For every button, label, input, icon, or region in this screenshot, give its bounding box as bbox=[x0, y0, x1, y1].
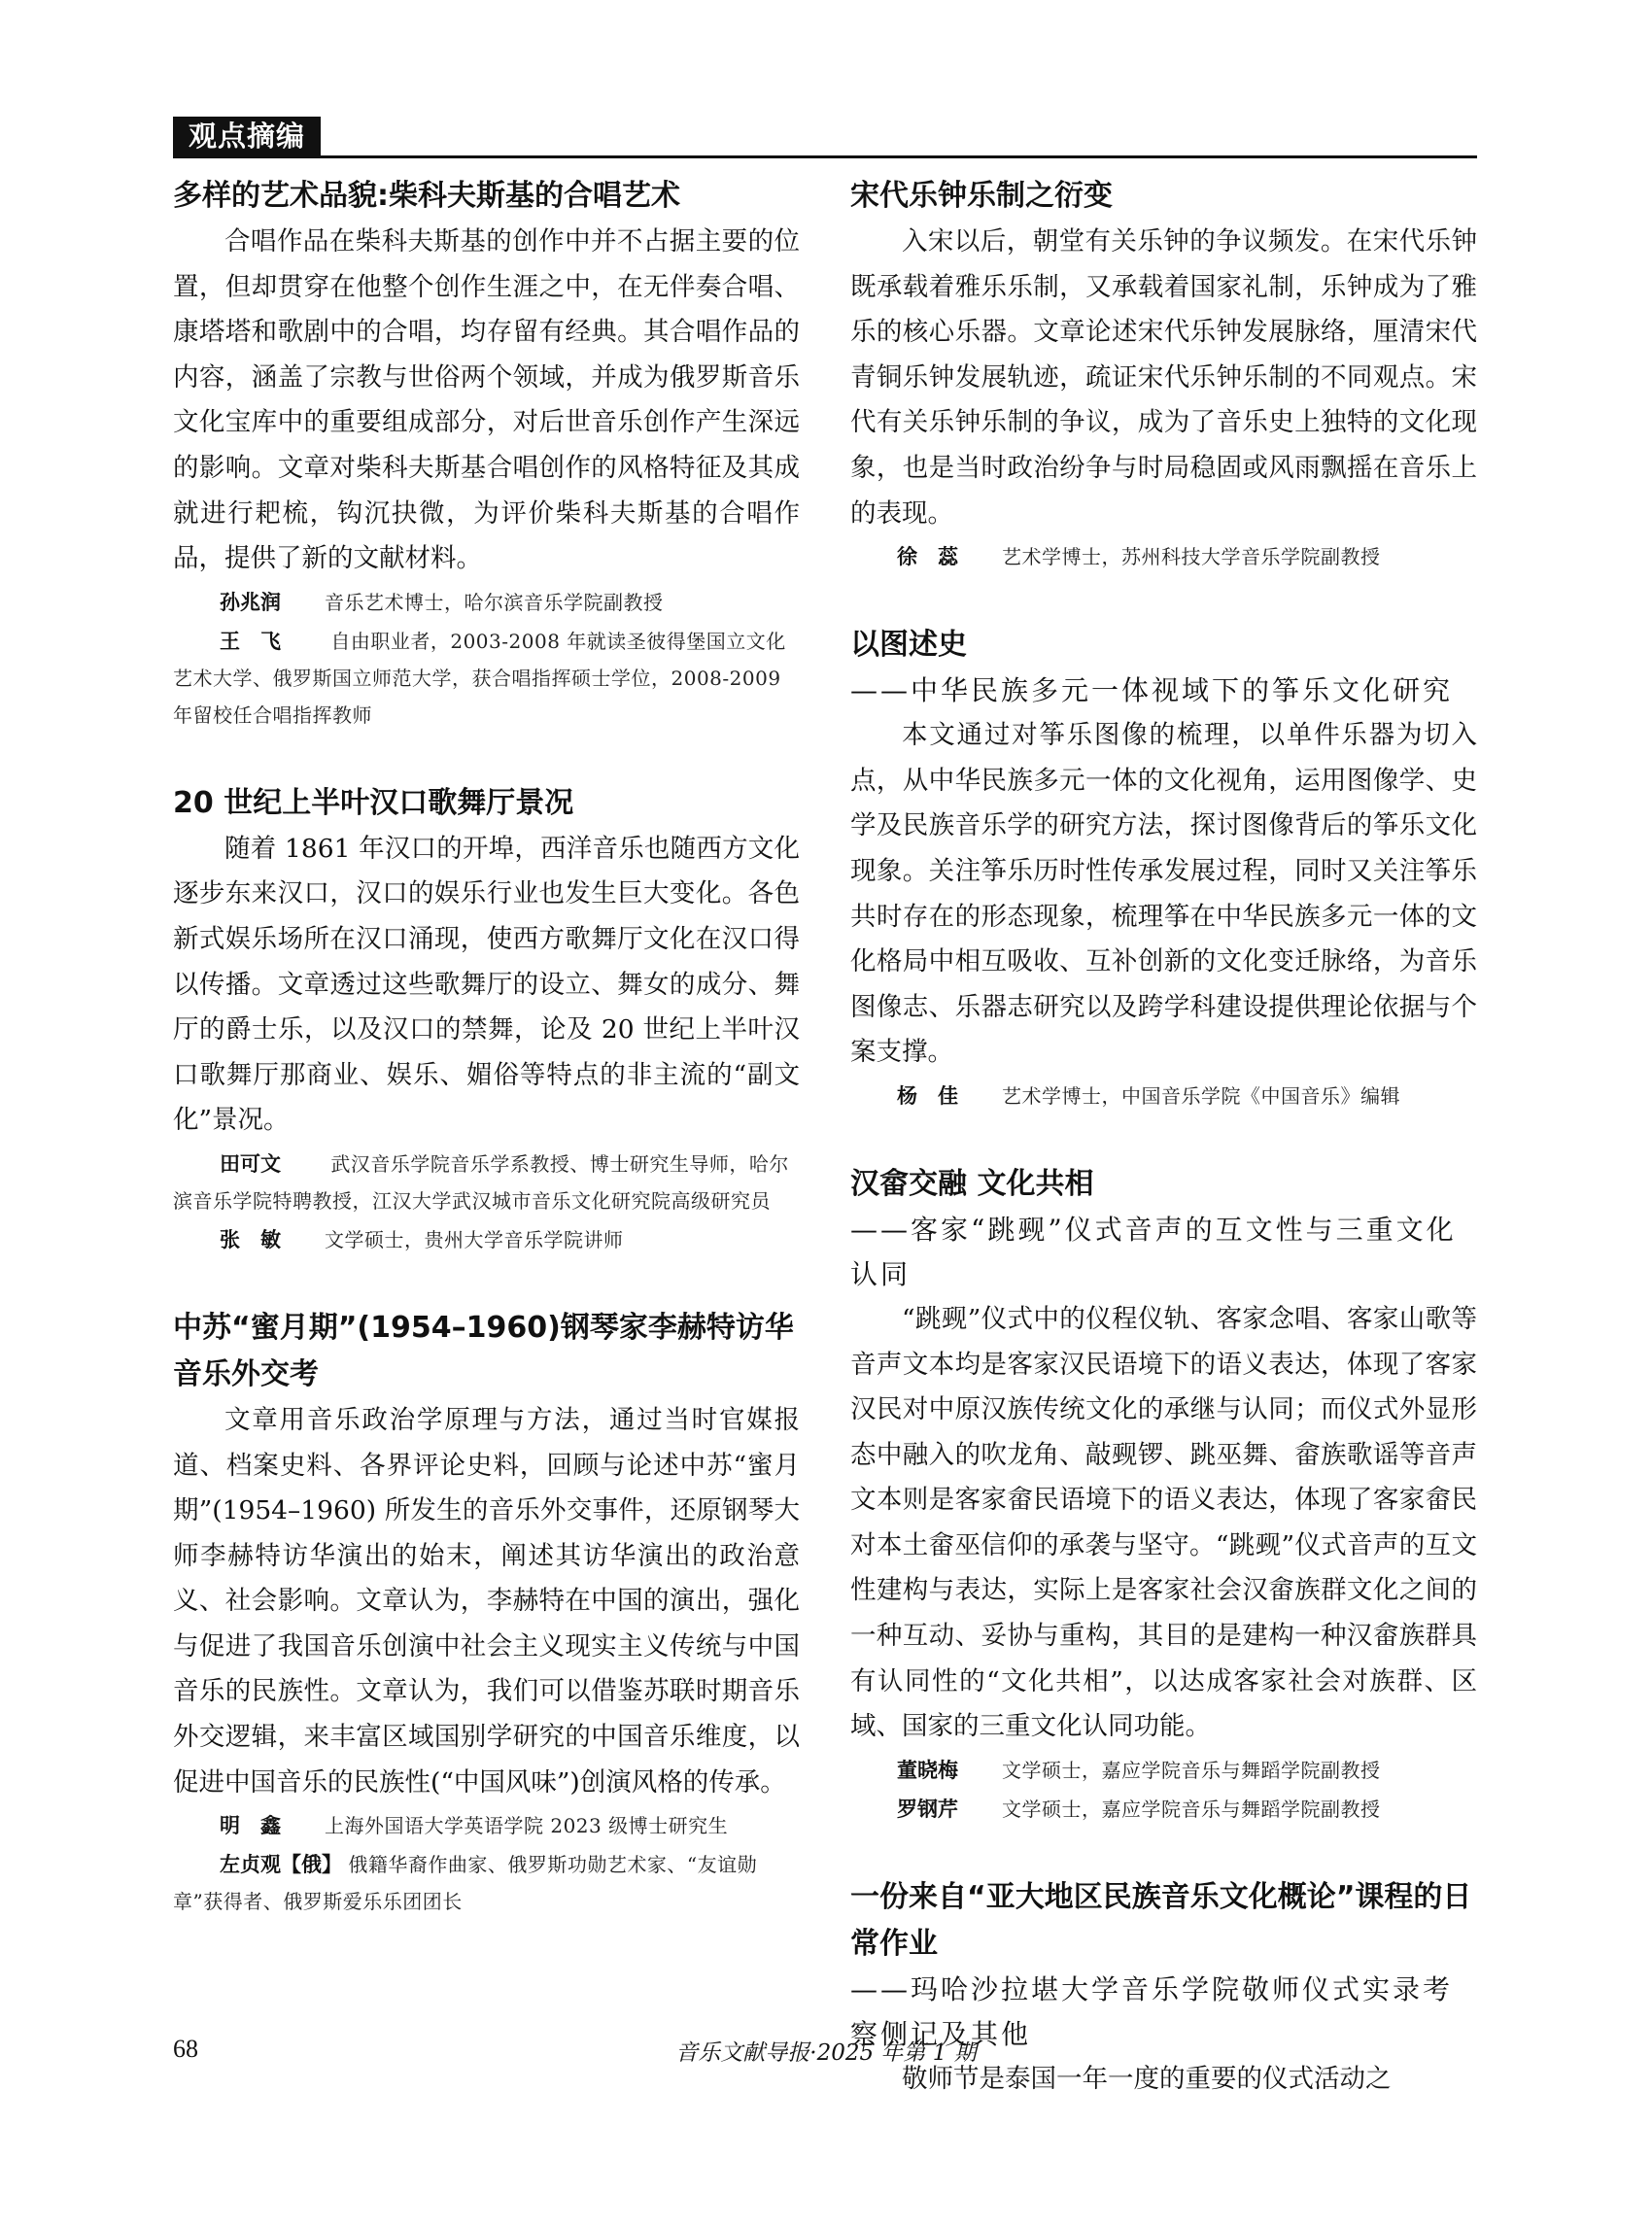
author-name: 罗钢芹 bbox=[897, 1797, 958, 1821]
author-bio: 武汉音乐学院音乐学系教授、博士研究生导师，哈尔滨音乐学院特聘教授，江汉大学武汉城市音乐文化研究院高级研究员 bbox=[173, 1151, 789, 1213]
author-line bbox=[173, 1846, 800, 1920]
spacer bbox=[173, 1258, 800, 1305]
author-name: 田可文 bbox=[220, 1151, 281, 1176]
article bbox=[850, 1874, 1477, 2103]
article-subtitle: ——玛哈沙拉堪大学音乐学院敬师仪式实录考察侧记及其他 bbox=[850, 1972, 1454, 2050]
right-column bbox=[850, 173, 1477, 2102]
author-bio: 文学硕士，嘉应学院音乐与舞蹈学院副教授 bbox=[1002, 1758, 1381, 1782]
article bbox=[173, 173, 800, 734]
author-line bbox=[850, 538, 1477, 575]
article-abstract: “跳觋”仪式中的仪程仪轨、客家念唱、客家山歌等音声文本均是客家汉民语境下的语义表达，体现了客家汉民对中原汉族传统文化的承继与认同；而仪式外显形态中融入的吹龙角、敲觋锣、跳巫舞、畲族歌谣等音声文本则是客家畲民语境下的语义表达，体现了客家畲民对本土畲巫信仰的承袭与坚守。“跳觋”仪式音声的互文性建构与表达，实际上是客家社会汉畲族群文化之间的一种互动、妥协与重构，其目的是建构一种汉畲族群具有认同性的“文化共相”，以达成客家社会对族群、区域、国家的三重文化认同功能。 bbox=[850, 1303, 1477, 1742]
author-line bbox=[850, 1752, 1477, 1789]
author-bio: 音乐艺术博士，哈尔滨音乐学院副教授 bbox=[325, 590, 664, 614]
author-bio: 文学硕士，嘉应学院音乐与舞蹈学院副教授 bbox=[1002, 1797, 1381, 1821]
author-bio: 上海外国语大学英语学院 2023 级博士研究生 bbox=[325, 1814, 729, 1838]
spacer bbox=[173, 734, 800, 780]
article-abstract: 入宋以后，朝堂有关乐钟的争议频发。在宋代乐钟既承载着雅乐乐制，又承载着国家礼制，乐钟成为了雅乐的核心乐器。文章论述宋代乐钟发展脉络，厘清宋代青铜乐钟发展轨迹，疏证宋代乐钟乐制的不同观点。宋代有关乐钟乐制的争议，成为了音乐史上独特的文化现象，也是当时政治纷争与时局稳固或风雨飘摇在音乐上的表现。 bbox=[850, 226, 1477, 529]
article-subtitle: ——客家“跳觋”仪式音声的互文性与三重文化认同 bbox=[850, 1213, 1457, 1290]
article bbox=[173, 1305, 800, 1920]
article-title: 一份来自“亚大地区民族音乐文化概论”课程的日常作业 bbox=[850, 1879, 1472, 1961]
author-line bbox=[173, 1807, 800, 1844]
author-name: 徐 蕊 bbox=[897, 545, 958, 569]
author-name: 董晓梅 bbox=[897, 1758, 958, 1782]
article-title: 汉畲交融 文化共相 bbox=[850, 1166, 1094, 1201]
author-name: 左贞观【俄】 bbox=[220, 1853, 342, 1877]
article-subtitle: ——中华民族多元一体视域下的筝乐文化研究 bbox=[850, 674, 1454, 707]
journal-footer: 音乐文献导报·2025 年第 1 期 bbox=[675, 2040, 977, 2066]
author-line bbox=[173, 1221, 800, 1258]
author-line bbox=[850, 1078, 1477, 1114]
author-name: 王 飞 bbox=[220, 629, 281, 653]
article-abstract: 文章用音乐政治学原理与方法，通过当时官媒报道、档案史料、各界评论史料，回顾与论述中苏“蜜月期”(1954–1960) 所发生的音乐外交事件，还原钢琴大师李赫特访华演出的始末，阐述其访华演出的政治意义、社会影响。文章认为，李赫特在中国的演出，强化与促进了我国音乐创演中社会主义现实主义传统与中国音乐的民族性。文章认为，我们可以借鉴苏联时期音乐外交逻辑，来丰富区域国别学研究的中国音乐维度，以促进中国音乐的民族性(“中国风味”)创演风格的传承。 bbox=[173, 1404, 800, 1798]
article-title: 中苏“蜜月期”(1954–1960)钢琴家李赫特访华音乐外交考 bbox=[173, 1310, 794, 1391]
article bbox=[850, 622, 1477, 1114]
author-line bbox=[173, 584, 800, 621]
article-abstract: 随着 1861 年汉口的开埠，西洋音乐也随西方文化逐步东来汉口，汉口的娱乐行业也发生巨大变化。各色新式娱乐场所在汉口涌现，使西方歌舞厅文化在汉口得以传播。文章透过这些歌舞厅的设立、舞女的成分、舞厅的爵士乐，以及汉口的禁舞，论及 20 世纪上半叶汉口歌舞厅那商业、娱乐、媚俗等特点的非主流的“副文化”景况。 bbox=[173, 833, 800, 1136]
section-header-bar bbox=[173, 117, 1477, 158]
article-title: 多样的艺术品貌:柴科夫斯基的合唱艺术 bbox=[173, 179, 680, 213]
author-name: 明 鑫 bbox=[220, 1814, 281, 1838]
article-title: 以图述史 bbox=[850, 628, 967, 663]
page-number: 68 bbox=[173, 2035, 198, 2063]
left-column bbox=[173, 173, 800, 1920]
author-line bbox=[173, 1146, 800, 1219]
spacer bbox=[850, 575, 1477, 622]
article-abstract: 合唱作品在柴科夫斯基的创作中并不占据主要的位置，但却贯穿在他整个创作生涯之中，在无伴奏合唱、康塔塔和歌剧中的合唱，均存留有经典。其合唱作品的内容，涵盖了宗教与世俗两个领域，并成为俄罗斯音乐文化宝库中的重要组成部分，对后世音乐创作产生深远的影响。文章对柴科夫斯基合唱创作的风格特征及其成就进行耙梳，钩沉抉微，为评价柴科夫斯基的合唱作品，提供了新的文献材料。 bbox=[173, 226, 800, 574]
author-bio: 文学硕士，贵州大学音乐学院讲师 bbox=[325, 1227, 624, 1251]
author-bio: 自由职业者，2003-2008 年就读圣彼得堡国立文化艺术大学、俄罗斯国立师范大学，获合唱指挥硕士学位，2008-2009 年留校任合唱指挥教师 bbox=[173, 629, 786, 727]
author-name: 张 敏 bbox=[220, 1227, 281, 1251]
spacer bbox=[850, 1828, 1477, 1874]
author-bio: 艺术学博士，苏州科技大学音乐学院副教授 bbox=[1002, 545, 1381, 569]
article bbox=[850, 173, 1477, 575]
article-title: 宋代乐钟乐制之衍变 bbox=[850, 179, 1113, 213]
author-name: 孙兆润 bbox=[220, 590, 281, 614]
article bbox=[850, 1161, 1477, 1828]
author-bio: 艺术学博士，中国音乐学院《中国音乐》编辑 bbox=[1002, 1083, 1400, 1108]
section-tag: 观点摘编 bbox=[173, 117, 321, 155]
spacer bbox=[850, 1114, 1477, 1161]
article-title: 20 世纪上半叶汉口歌舞厅景况 bbox=[173, 785, 574, 820]
author-bio: 俄籍华裔作曲家、俄罗斯功勋艺术家、“友谊勋章”获得者、俄罗斯爱乐乐团团长 bbox=[173, 1853, 758, 1914]
article-abstract: 本文通过对筝乐图像的梳理，以单件乐器为切入点，从中华民族多元一体的文化视角，运用图像学、史学及民族音乐学的研究方法，探讨图像背后的筝乐文化现象。关注筝乐历时性传承发展过程，同时又关注筝乐共时存在的形态现象，梳理筝在中华民族多元一体的文化格局中相互吸收、互补创新的文化变迁脉络，为音乐图像志、乐器志研究以及跨学科建设提供理论依据与个案支撑。 bbox=[850, 720, 1477, 1068]
author-name: 杨 佳 bbox=[897, 1083, 958, 1108]
article-abstract: 敬师节是泰国一年一度的重要的仪式活动之 bbox=[902, 2063, 1392, 2094]
author-line bbox=[850, 1791, 1477, 1828]
article bbox=[173, 780, 800, 1258]
author-line bbox=[173, 623, 800, 734]
